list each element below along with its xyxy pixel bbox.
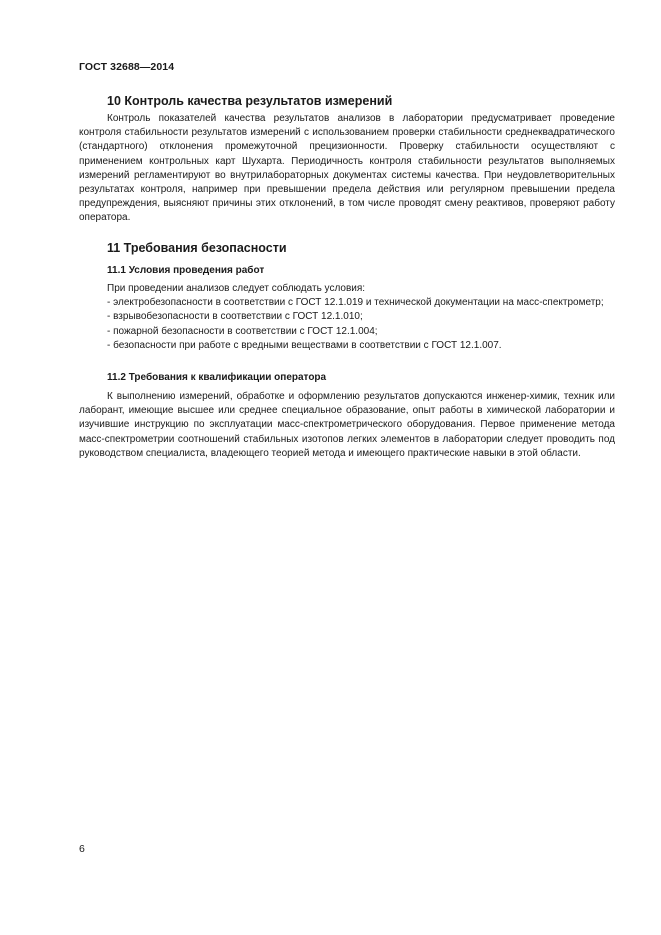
subsection-11-1-title: 11.1 Условия проведения работ (107, 265, 265, 276)
section-10-title: 10 Контроль качества результатов измерений (107, 94, 393, 108)
condition-item-electrical: - электробезопасности в соответствии с ГОСТ 12.1.019 и технической документации на масс-спектрометр; (107, 297, 604, 309)
condition-item-hazardous: - безопасности при работе с вредными веществами в соответствии с ГОСТ 12.1.007. (107, 339, 502, 351)
subsection-11-2-heading (79, 371, 615, 385)
section-10-paragraph: Контроль показателей качества результатов анализов в лаборатории предусматривает проведение контроля стабильности результатов измерений с использованием проверки стабильности среднеквадратического (стандартного) отклонения промежуточной прецизионности. Проверку стабильности осуществляют с применением контрольных карт Шухарта. Периодичность контроля стабильности результатов выполняемых измерений регламентируют во внутрилабораторных документах системы качества. При неудовлетворительных результатах контроля, например при превышении предела действия или регулярном превышении предела предупреждения, выясняют причины этих отклонений, в том числе проводят смену реактивов, проверяют работу оператора. (79, 113, 615, 224)
page-number: 6 (79, 843, 85, 855)
subsection-11-2-body (79, 390, 615, 461)
subsection-11-1-heading (79, 264, 615, 278)
standard-code-header: ГОСТ 32688—2014 (79, 61, 175, 73)
section-10-body (79, 112, 615, 226)
condition-item-fire: - пожарной безопасности в соответствии с ГОСТ 12.1.004; (107, 325, 378, 337)
condition-item-explosion: - взрывобезопасности в соответствии с ГОСТ 12.1.010; (107, 311, 363, 323)
section-11-heading (79, 240, 615, 256)
subsection-11-2-title: 11.2 Требования к квалификации оператора (107, 372, 327, 383)
section-11-title: 11 Требования безопасности (107, 241, 287, 255)
subsection-11-1-body (79, 282, 615, 353)
conditions-intro: При проведении анализов следует соблюдать условия: (107, 283, 366, 294)
operator-qualification-paragraph: К выполнению измерений, обработке и оформлению результатов допускаются инженер-химик, техник или лаборант, имеющие высшее или среднее специальное образование, опыт работы в химической лаборатории и изучившие инструкцию по эксплуатации масс-спектрометрического оборудования. Первое применение метода масс-спектрометрии соотношений стабильных изотопов легких элементов в лаборатории следует проводить под руководством специалиста, владеющего теорией метода и имеющего практические навыки в этой области. (79, 391, 615, 459)
section-10-heading (79, 93, 615, 109)
